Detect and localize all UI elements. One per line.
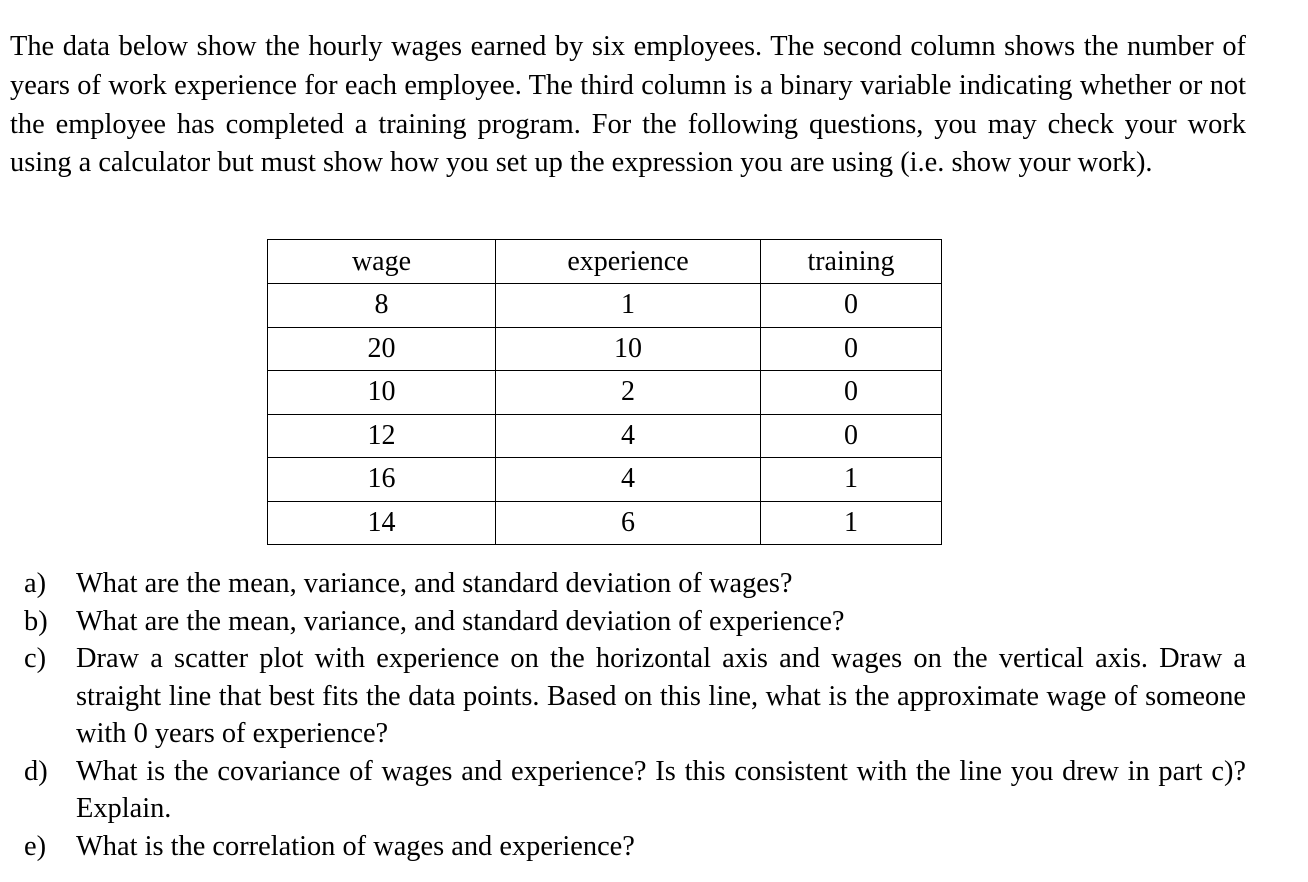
cell-training: 0 bbox=[761, 414, 942, 458]
cell-experience: 6 bbox=[496, 501, 761, 545]
intro-paragraph: The data below show the hourly wages earned by six employees. The second column shows the number of years of work experience for each employee. The third column is a binary variable indicating whether or not the employee has completed a training program. For the following questions, you may check your work using a calculator but must show how you set up the expression you are using (i.e. show your work). bbox=[10, 31, 1246, 179]
table-row bbox=[268, 327, 942, 371]
cell-experience: 2 bbox=[496, 371, 761, 415]
cell-training: 1 bbox=[761, 501, 942, 545]
question-item bbox=[24, 603, 1246, 641]
data-table bbox=[267, 239, 942, 545]
header-training: training bbox=[761, 240, 942, 284]
table-row bbox=[268, 284, 942, 328]
header-wage: wage bbox=[268, 240, 496, 284]
question-text: What is the correlation of wages and experience? bbox=[76, 830, 635, 862]
header-experience: experience bbox=[496, 240, 761, 284]
cell-training: 0 bbox=[761, 371, 942, 415]
table-row bbox=[268, 371, 942, 415]
table-row bbox=[268, 414, 942, 458]
question-item bbox=[24, 640, 1246, 753]
question-label: e) bbox=[24, 830, 47, 862]
cell-experience: 4 bbox=[496, 414, 761, 458]
question-item bbox=[24, 828, 1246, 866]
cell-wage: 10 bbox=[268, 371, 496, 415]
cell-wage: 14 bbox=[268, 501, 496, 545]
question-label: c) bbox=[24, 643, 47, 674]
cell-experience: 1 bbox=[496, 284, 761, 328]
cell-experience: 4 bbox=[496, 458, 761, 502]
question-item bbox=[24, 565, 1246, 603]
question-list bbox=[24, 565, 1246, 865]
cell-training: 0 bbox=[761, 284, 942, 328]
question-item bbox=[24, 753, 1246, 828]
table-header-row bbox=[268, 240, 942, 284]
cell-experience: 10 bbox=[496, 327, 761, 371]
cell-training: 1 bbox=[761, 458, 942, 502]
question-label: b) bbox=[24, 605, 48, 637]
question-text: Draw a scatter plot with experience on the horizontal axis and wages on the vertical axis. Draw a straight line that best fits the data points. Based on this line, what is the approximate wage of someone with 0 years of experience? bbox=[76, 643, 1246, 749]
question-text: What are the mean, variance, and standard deviation of wages? bbox=[76, 568, 793, 599]
cell-wage: 16 bbox=[268, 458, 496, 502]
question-label: d) bbox=[24, 755, 48, 787]
cell-wage: 12 bbox=[268, 414, 496, 458]
question-label: a) bbox=[24, 568, 47, 599]
table-row bbox=[268, 501, 942, 545]
cell-training: 0 bbox=[761, 327, 942, 371]
table-row bbox=[268, 458, 942, 502]
cell-wage: 20 bbox=[268, 327, 496, 371]
cell-wage: 8 bbox=[268, 284, 496, 328]
question-text: What is the covariance of wages and experience? Is this consistent with the line you drew in part c)? Explain. bbox=[76, 755, 1246, 824]
question-text: What are the mean, variance, and standard deviation of experience? bbox=[76, 605, 845, 637]
